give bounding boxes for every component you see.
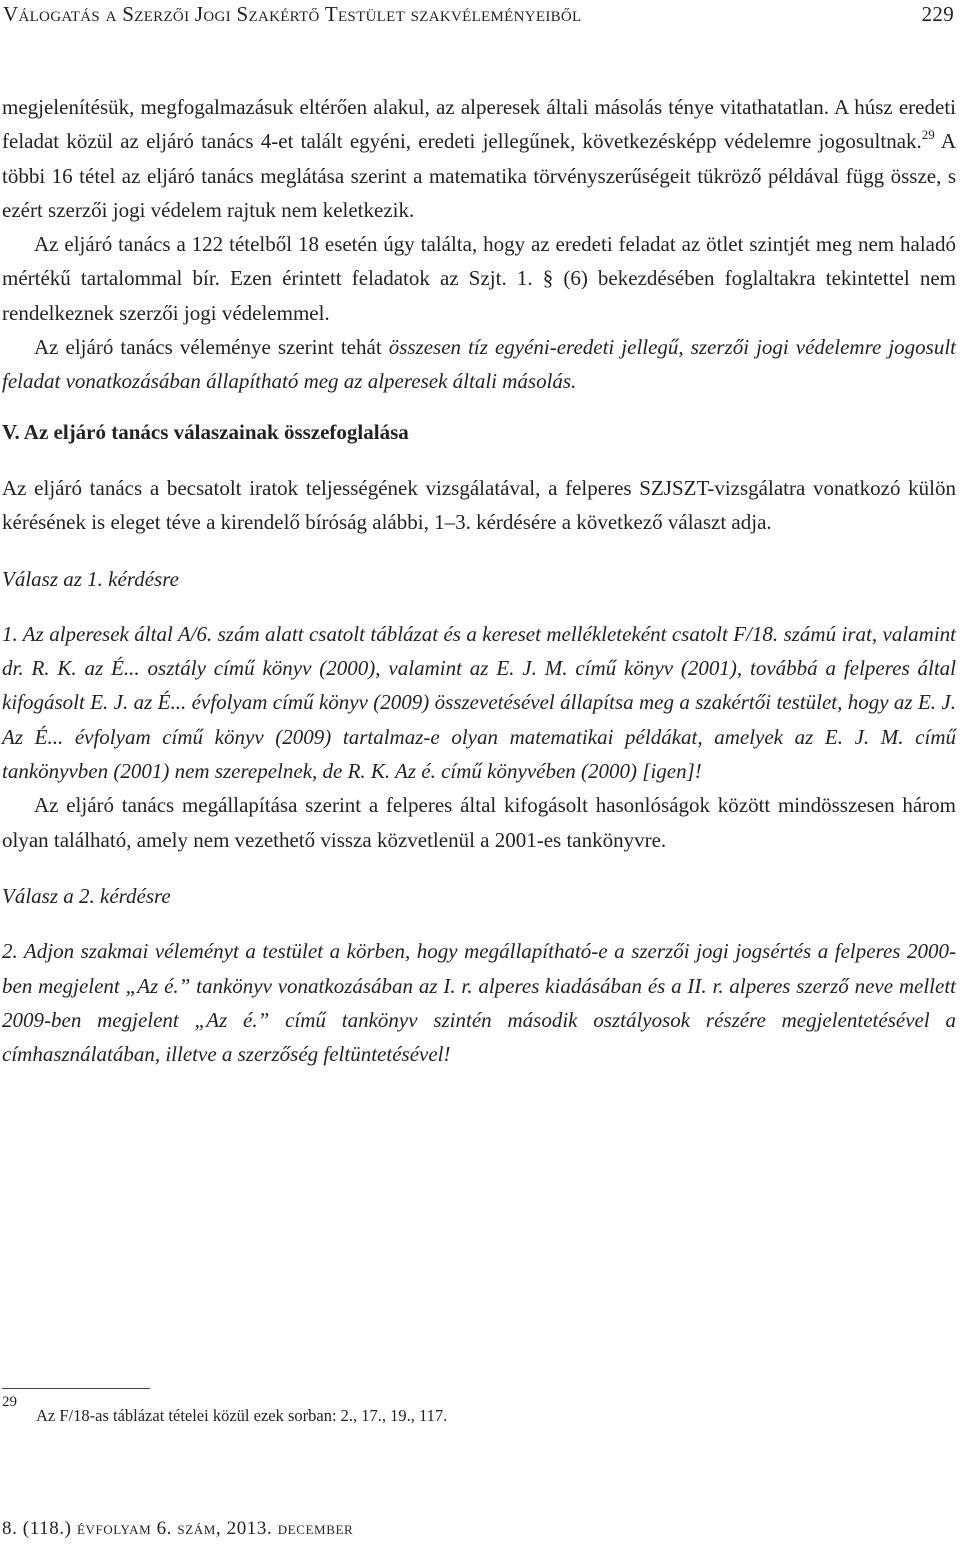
question-2: 2. Adjon szakmai véleményt a testület a körben, hogy megállapítható-e a szerzői jogi jogsértés a felperes 2000-ben megjelent „Az é.” tankönyv vonatkozásában az I. r. alperes kiadásában és a II. r. alperes szerző neve mellett 2009-ben megjelent „Az é.” című tankönyv szintén második osztályosok részére megjelentetésével a címhasználatában, illetve a szerzőség feltüntetésével! <box>2 939 956 1067</box>
footnote-divider <box>2 1388 150 1389</box>
answer-1-label: Válasz az 1. kérdésre <box>2 566 179 591</box>
paragraph-3 <box>2 330 956 399</box>
page-number: 229 <box>921 2 954 26</box>
page-content <box>2 90 956 1071</box>
paragraph-1-text-b: A többi 16 tétel az eljáró tanács meglátása szerint a matematika törvényszerűségeit tükröző példával függ össze, s ezért szerzői jogi védelem rajtuk nem keletkezik. <box>2 129 956 222</box>
paragraph-5: Az eljáró tanács megállapítása szerint a felperes által kifogásolt hasonlóságok között mindösszesen három olyan található, amely nem vezethető vissza közvetlenül a 2001-es tankönyvre. <box>2 793 956 852</box>
running-title: Válogatás a Szerzői Jogi Szakértő Testület szakvéleményeiből <box>3 2 582 26</box>
paragraph-2: Az eljáró tanács a 122 tételből 18 esetén úgy találta, hogy az eredeti feladat az ötlet szintjét meg nem haladó mértékű tartalommal bír. Ezen érintett feladatok az Szjt. 1. § (6) bekezdésében foglaltakra tekintettel nem rendelkeznek szerzői jogi védelemmel. <box>2 232 956 325</box>
footnote-ref-29[interactable]: 29 <box>921 127 935 143</box>
answer-2-label: Válasz a 2. kérdésre <box>2 883 171 908</box>
paragraph-3-emphasis: összesen tíz egyéni-eredeti jellegű, szerzői jogi védelemre jogosult feladat vonatkozásában állapítható meg az alperesek általi másolás. <box>2 335 956 394</box>
question-1: 1. Az alperesek által A/6. szám alatt csatolt táblázat és a kereset mellékleteként csatolt F/18. számú irat, valamint dr. R. K. az É... osztály című könyv (2000), valamint az E. J. M. című könyv (2001), továbbá a felperes által kifogásolt E. J. az É... évfolyam című könyv (2009) összevetésével állapítsa meg a szakértői testület, hogy az E. J. Az É... évfolyam című könyv (2009) tartalmaz-e olyan matematikai példákat, amelyek az E. J. M. című tankönyvben (2001) nem szerepelnek, de R. K. Az é. című könyvében (2000) [igen]! <box>2 621 956 784</box>
paragraph-4: Az eljáró tanács a becsatolt iratok teljességének vizsgálatával, a felperes SZJSZT-vizsgálatra vonatkozó külön kérésének is eleget téve a kirendelő bíróság alábbi, 1–3. kérdésére a következő választ adja. <box>2 475 956 535</box>
footnote-text: Az F/18-as táblázat tételei közül ezek sorban: 2., 17., 19., 117. <box>36 1406 448 1425</box>
section-heading: V. Az eljáró tanács válaszainak összefoglalása <box>2 419 409 444</box>
paragraph-3-text: Az eljáró tanács véleménye szerint tehát <box>34 335 389 360</box>
paragraph-1-text-a: megjelenítésük, megfogalmazásuk eltérően alakul, az alperesek általi másolás ténye vitathatatlan. A húsz eredeti feladat közül az eljáró tanács 4-et talált egyéni, eredeti jellegűnek, következésképp védelemre jogosultnak. <box>2 95 956 154</box>
page-footer: 8. (118.) évfolyam 6. szám, 2013. december <box>2 1518 354 1539</box>
footnote-number: 29 <box>2 1394 17 1410</box>
running-header <box>3 2 954 26</box>
paragraph-1 <box>2 90 956 227</box>
